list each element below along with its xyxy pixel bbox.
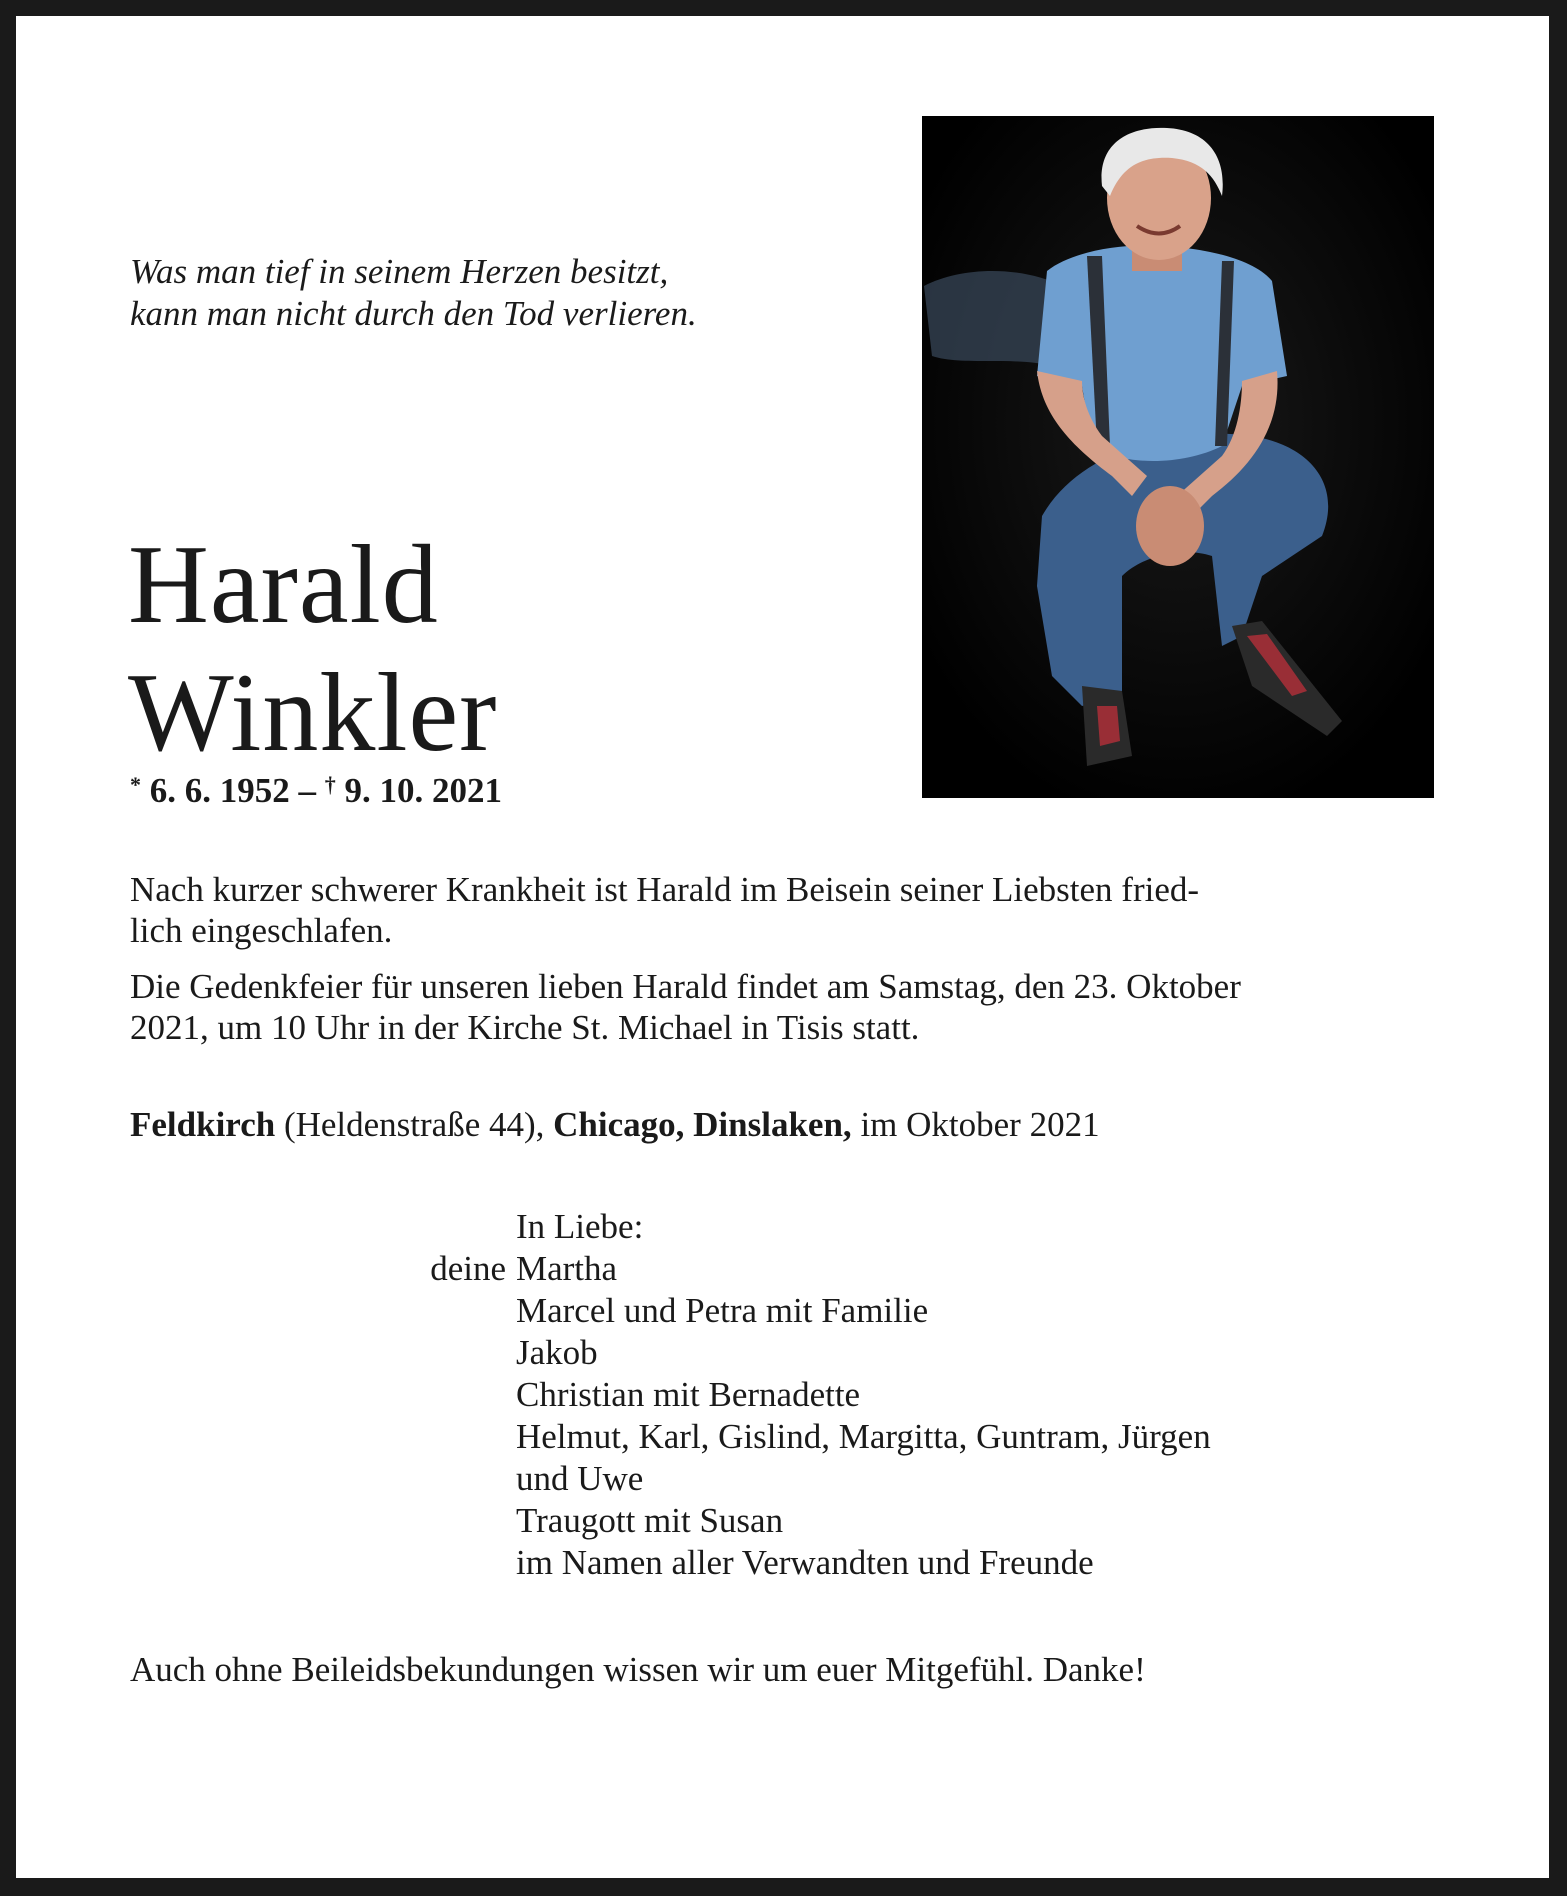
- paragraph-illness: [130, 869, 1450, 951]
- signoff-line: im Namen aller Verwandten und Freunde: [516, 1543, 1094, 1582]
- signoff-prefix: deine: [430, 1249, 506, 1288]
- signoff-intro-row: [388, 1206, 1448, 1248]
- paragraph-2-line-1: Die Gedenkfeier für unseren lieben Harald findet am Samstag, den 23. Oktober: [130, 967, 1241, 1006]
- death-symbol: †: [324, 772, 336, 797]
- closing-line: Auch ohne Beileidsbekundungen wissen wir um euer Mitgefühl. Danke!: [130, 1650, 1146, 1689]
- signoff-row: [388, 1290, 1448, 1332]
- place-date: im Oktober 2021: [851, 1105, 1100, 1144]
- signoff-line: Christian mit Bernadette: [516, 1375, 861, 1414]
- date-dash: –: [298, 771, 316, 810]
- signoff-row: [388, 1374, 1448, 1416]
- signoff-row: [388, 1500, 1448, 1542]
- signoff-line: Martha: [516, 1249, 618, 1288]
- quote-line-2: kann man nicht durch den Tod verlieren.: [130, 294, 697, 333]
- signoff-row: [388, 1458, 1448, 1500]
- quote-line-1: Was man tief in seinem Herzen besitzt,: [130, 252, 669, 291]
- signoff-intro: In Liebe:: [516, 1207, 644, 1246]
- place-address: (Heldenstraße 44),: [275, 1105, 554, 1144]
- memorial-quote: [130, 251, 830, 335]
- first-name: Harald: [128, 523, 439, 647]
- death-date: 9. 10. 2021: [344, 771, 502, 810]
- birth-symbol: *: [130, 772, 141, 797]
- signoff-block: [388, 1206, 1448, 1584]
- place-city-2: Chicago, Dinslaken,: [553, 1105, 852, 1144]
- obituary-page: [16, 16, 1549, 1878]
- signoff-line: und Uwe: [516, 1459, 644, 1498]
- signoff-line: Marcel und Petra mit Familie: [516, 1291, 929, 1330]
- place-city-1: Feldkirch: [130, 1105, 276, 1144]
- portrait-photo: [922, 116, 1434, 798]
- birth-date: 6. 6. 1952: [149, 771, 290, 810]
- last-name: Winkler: [128, 651, 498, 775]
- place-and-date: [130, 1104, 1450, 1145]
- signoff-row: [388, 1248, 1448, 1290]
- paragraph-2-line-2: 2021, um 10 Uhr in der Kirche St. Michael in Tisis statt.: [130, 1008, 920, 1047]
- paragraph-1-line-2: lich eingeschlafen.: [130, 911, 393, 950]
- life-dates: [130, 764, 830, 812]
- portrait-illustration: [922, 116, 1434, 798]
- signoff-row: [388, 1332, 1448, 1374]
- deceased-name: [128, 521, 828, 777]
- signoff-row: [388, 1416, 1448, 1458]
- paragraph-memorial-service: [130, 966, 1450, 1048]
- paragraph-1-line-1: Nach kurzer schwerer Krankheit ist Harald im Beisein seiner Liebsten fried-: [130, 870, 1200, 909]
- signoff-line: Jakob: [516, 1333, 598, 1372]
- signoff-line: Traugott mit Susan: [516, 1501, 784, 1540]
- signoff-row: [388, 1542, 1448, 1584]
- signoff-line: Helmut, Karl, Gislind, Margitta, Guntram, Jürgen: [516, 1417, 1211, 1456]
